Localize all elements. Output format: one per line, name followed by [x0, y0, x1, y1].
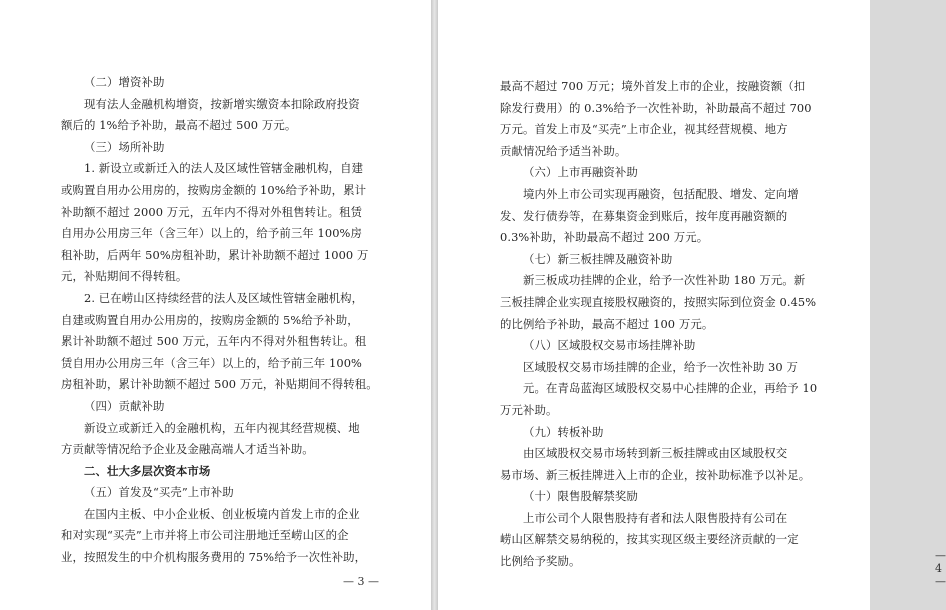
- text-line: 最高不超过 700 万元；境外首发上市的企业，按融资额（扣: [500, 79, 806, 93]
- text-line: 万元补助。: [500, 402, 558, 417]
- text-line: 业，按照发生的中介机构服务费用的 75%给予一次性补助，: [61, 550, 367, 565]
- text-line: 赁自用办公用房三年（含三年）以上的，给予前三年 100%: [61, 355, 362, 370]
- section-heading: （五）首发及“买壳”上市补助: [84, 485, 234, 500]
- text-line: 补助额不超过 2000 万元，五年内不得对外租售转让。租赁: [61, 204, 363, 219]
- text-line: 自用办公用房三年（含三年）以上的，给予前三年 100%房: [61, 226, 362, 241]
- text-line: 的比例给予补助，最高不超过 100 万元。: [500, 316, 714, 331]
- text-line: 发、发行债券等，在募集资金到账后，按年度再融资额的: [500, 208, 788, 223]
- text-line: 0.3%补助，补助最高不超过 200 万元。: [500, 230, 709, 245]
- page-gutter: [431, 0, 438, 610]
- text-line: 2. 已在崂山区持续经营的法人及区域性管辖金融机构，: [84, 290, 364, 305]
- text-line: 新设立或新迁入的金融机构，五年内视其经营规模、地: [84, 420, 360, 435]
- page-3-body: [61, 72, 378, 569]
- text-line: 或购置自用办公用房的，按购房金额的 10%给予补助，累计: [61, 182, 367, 197]
- text-line: 自建或购置自用办公用房的，按购房金额的 5%给予补助，: [61, 312, 359, 327]
- text-line: 崂山区解禁交易纳税的，按其实现区级主要经济贡献的一定: [500, 532, 799, 547]
- section-heading: （六）上市再融资补助: [523, 165, 638, 180]
- page-number: — 4 —: [935, 549, 946, 588]
- text-line: 现有法人金融机构增资，按新增实缴资本扣除政府投资: [84, 96, 360, 111]
- text-line: 比例给予奖励。: [500, 554, 581, 569]
- text-line: 方贡献等情况给予企业及金融高端人才适当补助。: [61, 442, 314, 457]
- text-line: 新三板成功挂牌的企业，给予一次性补助 180 万元。新: [523, 273, 806, 288]
- text-line: 和对实现“买壳”上市并将上市公司注册地迁至崂山区的企: [61, 528, 349, 543]
- section-heading: （十）限售股解禁奖励: [523, 489, 638, 504]
- section-heading: （九）转板补助: [523, 424, 604, 439]
- section-heading: （四）贡献补助: [84, 398, 165, 413]
- text-line: 三板挂牌企业实现直接股权融资的，按照实际到位资金 0.45%: [500, 294, 817, 309]
- text-line: 上市公司个人限售股持有者和法人限售股持有公司在: [523, 510, 788, 525]
- text-line: 租补助，后两年 50%房租补助，累计补助额不超过 1000 万: [61, 247, 369, 262]
- section-heading: （三）场所补助: [84, 139, 165, 154]
- text-line: 除发行费用）的 0.3%给予一次性补助，补助最高不超过 700: [500, 100, 812, 115]
- page-4-body: [500, 76, 818, 573]
- page-4: [438, 0, 946, 610]
- text-line: 由区域股权交易市场转到新三板挂牌或由区域股权交: [523, 446, 788, 461]
- text-line: 区域股权交易市场挂牌的企业，给予一次性补助 30 万: [523, 359, 798, 374]
- text-line: 房租补助，累计补助额不超过 500 万元，补贴期间不得转租。: [61, 377, 378, 392]
- text-line: 万元。首发上市及“买壳”上市企业，视其经营规模、地方: [500, 122, 788, 137]
- text-line: 额后的 1%给予补助，最高不超过 500 万元。: [61, 118, 297, 133]
- text-line: 易市场、新三板挂牌进入上市的企业，按补助标准予以补足。: [500, 467, 811, 482]
- section-heading: （八）区域股权交易市场挂牌补助: [523, 338, 696, 353]
- text-line: 元，补贴期间不得转租。: [61, 269, 188, 284]
- text-line: 贡献情况给予适当补助。: [500, 143, 627, 158]
- section-heading: （七）新三板挂牌及融资补助: [523, 251, 673, 266]
- section-heading: 二、壮大多层次资本市场: [84, 463, 211, 478]
- text-line: 累计补助额不超过 500 万元，五年内不得对外租售转让。租: [61, 334, 367, 349]
- section-heading: （二）增资补助: [84, 75, 165, 89]
- text-line: 境内外上市公司实现再融资，包括配股、增发、定向增: [523, 186, 799, 201]
- page-3: [0, 0, 431, 610]
- text-line: 在国内主板、中小企业板、创业板境内首发上市的企业: [84, 506, 360, 521]
- page-number: — 3 —: [343, 575, 379, 588]
- text-line: 元。在青岛蓝海区域股权交易中心挂牌的企业，再给予 10: [523, 381, 818, 396]
- text-line: 1. 新设立或新迁入的法人及区域性管辖金融机构，自建: [84, 161, 364, 176]
